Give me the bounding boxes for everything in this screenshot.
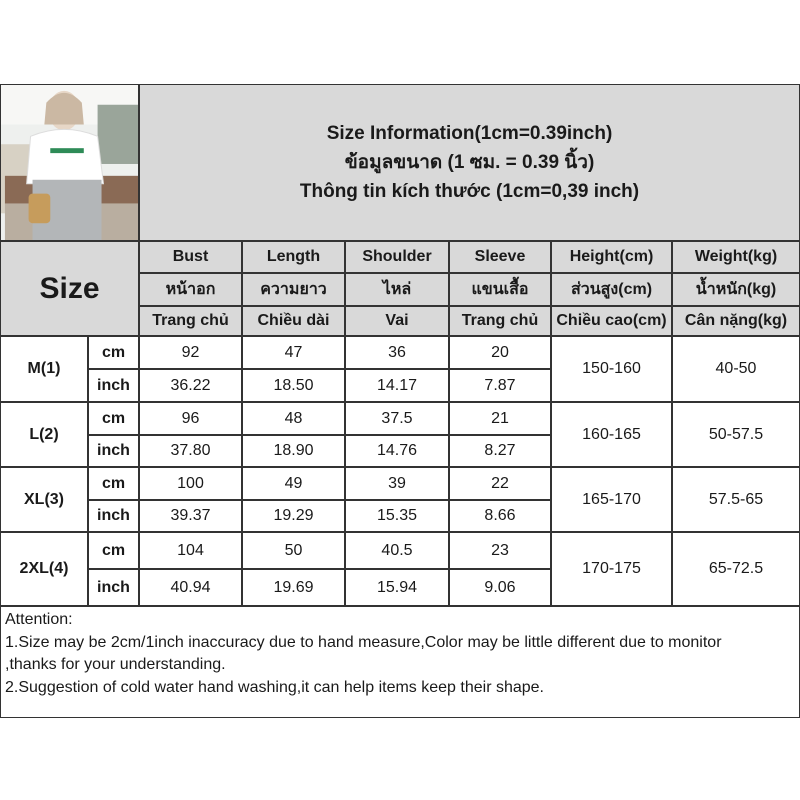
measure-cm-value: 21 [449,402,551,435]
column-header-en: Sleeve [449,241,551,273]
measure-cm-value: 49 [242,467,345,500]
measure-inch-value: 36.22 [139,369,242,402]
size-info-header [139,84,800,241]
unit-label-cm: cm [88,336,139,369]
column-header-vi: Cân nặng(kg) [672,306,800,336]
measure-cm-value: 47 [242,336,345,369]
measure-inch-value: 8.27 [449,435,551,467]
column-header-th: น้ำหนัก(kg) [672,273,800,305]
column-header-vi: Chiều cao(cm) [551,306,672,336]
size-name: L(2) [0,402,88,467]
measure-cm-value: 20 [449,336,551,369]
measure-cm-value: 92 [139,336,242,369]
measure-cm-value: 22 [449,467,551,500]
column-header-vi: Trang chủ [449,306,551,336]
weight-range: 50-57.5 [672,402,800,467]
column-header-vi: Chiều dài [242,306,345,336]
measure-inch-value: 15.35 [345,500,449,532]
height-range: 150-160 [551,336,672,402]
model-photo-image [1,85,138,240]
info-line-en: Size Information(1cm=0.39inch) [326,123,613,144]
size-label-cell [0,241,139,336]
column-header-th: ความยาว [242,273,345,305]
measure-cm-value: 48 [242,402,345,435]
measure-cm-value: 100 [139,467,242,500]
size-name: XL(3) [0,467,88,532]
attention-line: Attention: [5,611,73,628]
height-range: 160-165 [551,402,672,467]
attention-line: 1.Size may be 2cm/1inch inaccuracy due to hand measure,Color may be little different due to monitor [5,633,722,651]
column-header-vi: Trang chủ [139,306,242,336]
measure-cm-value: 39 [345,467,449,500]
attention-notes [0,606,800,718]
height-range: 165-170 [551,467,672,532]
size-name: M(1) [0,336,88,402]
measure-inch-value: 15.94 [345,569,449,606]
info-line-th: ข้อมูลขนาด (1 ซม. = 0.39 นิ้ว) [344,152,595,173]
unit-label-cm: cm [88,402,139,435]
size-chart [0,84,800,718]
measure-cm-value: 104 [139,532,242,569]
measure-cm-value: 40.5 [345,532,449,569]
measure-cm-value: 37.5 [345,402,449,435]
size-label: Size [39,271,100,305]
unit-label-inch: inch [88,500,139,532]
measure-cm-value: 50 [242,532,345,569]
column-header-vi: Vai [345,306,449,336]
measure-inch-value: 18.50 [242,369,345,402]
unit-label-inch: inch [88,369,139,402]
measure-inch-value: 14.17 [345,369,449,402]
measure-inch-value: 39.37 [139,500,242,532]
measure-inch-value: 7.87 [449,369,551,402]
measure-inch-value: 14.76 [345,435,449,467]
weight-range: 40-50 [672,336,800,402]
measure-cm-value: 23 [449,532,551,569]
weight-range: 57.5-65 [672,467,800,532]
column-header-en: Length [242,241,345,273]
measure-cm-value: 96 [139,402,242,435]
measure-inch-value: 9.06 [449,569,551,606]
measure-inch-value: 19.29 [242,500,345,532]
column-header-th: หน้าอก [139,273,242,305]
info-line-vi: Thông tin kích thước (1cm=0,39 inch) [299,181,640,202]
measure-inch-value: 40.94 [139,569,242,606]
measure-inch-value: 19.69 [242,569,345,606]
attention-line: ,thanks for your understanding. [5,656,226,673]
unit-label-inch: inch [88,435,139,467]
unit-label-cm: cm [88,532,139,569]
measure-cm-value: 36 [345,336,449,369]
column-header-en: Bust [139,241,242,273]
column-header-en: Weight(kg) [672,241,800,273]
column-header-th: ไหล่ [345,273,449,305]
measure-inch-value: 37.80 [139,435,242,467]
column-header-en: Shoulder [345,241,449,273]
size-name: 2XL(4) [0,532,88,606]
column-header-th: ส่วนสูง(cm) [551,273,672,305]
product-photo [0,84,139,241]
unit-label-inch: inch [88,569,139,606]
height-range: 170-175 [551,532,672,606]
measure-inch-value: 8.66 [449,500,551,532]
attention-line: 2.Suggestion of cold water hand washing,it can help items keep their shape. [5,678,544,696]
measure-inch-value: 18.90 [242,435,345,467]
column-header-en: Height(cm) [551,241,672,273]
weight-range: 65-72.5 [672,532,800,606]
unit-label-cm: cm [88,467,139,500]
column-header-th: แขนเสื้อ [449,273,551,305]
